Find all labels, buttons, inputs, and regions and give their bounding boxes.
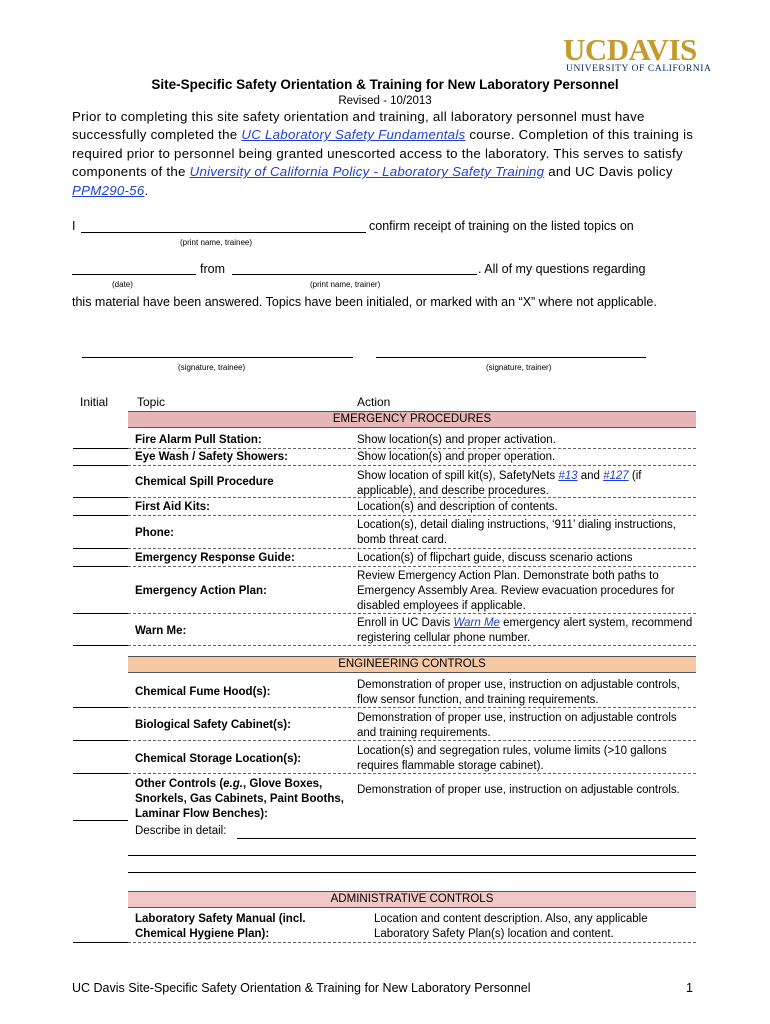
eap-initial-field[interactable] xyxy=(73,613,128,614)
ppm-policy-link[interactable]: PPM290-56 xyxy=(72,182,145,198)
trainer-signature-caption: (signature, trainer) xyxy=(486,363,552,372)
phone-action: Location(s), detail dialing instructions, ‘911’ dialing instructions, bomb threat card. xyxy=(357,519,676,546)
revision-date: Revised - 10/2013 xyxy=(338,95,432,107)
biosafety-cabinet-action: Demonstration of proper use, instruction on adjustable controls and training requirements. xyxy=(357,712,677,739)
first-aid-initial-field[interactable] xyxy=(73,515,128,516)
administrative-controls-band xyxy=(128,891,696,908)
lab-safety-fundamentals-link[interactable]: UC Laboratory Safety Fundamentals xyxy=(241,127,466,143)
emergency-procedures-label: EMERGENCY PROCEDURES xyxy=(332,413,492,425)
footer-text: UC Davis Site-Specific Safety Orientation & Training for New Laboratory Personnel xyxy=(72,981,531,995)
fire-alarm-action: Show location(s) and proper activation. xyxy=(357,434,556,446)
trainee-signature-field[interactable] xyxy=(82,357,353,358)
bsc-initial-field[interactable] xyxy=(73,740,128,741)
row-divider xyxy=(128,497,696,498)
first-aid-action: Location(s) and description of contents. xyxy=(357,501,558,513)
administrative-controls-label: ADMINISTRATIVE CONTROLS xyxy=(330,893,494,905)
warn-me-topic: Warn Me: xyxy=(135,625,187,637)
warn-me-link[interactable]: Warn Me xyxy=(453,617,500,629)
trainer-signature-field[interactable] xyxy=(376,357,646,358)
chemical-storage-action: Location(s) and segregation rules, volume limits (>10 gallons requires flammable storage cabinet). xyxy=(357,745,667,772)
topic-column-header: Topic xyxy=(137,395,166,409)
first-aid-topic: First Aid Kits: xyxy=(135,501,210,513)
spill-action-text-2: and xyxy=(577,470,604,482)
date-caption: (date) xyxy=(112,280,133,289)
fume-hood-topic: Chemical Fume Hood(s): xyxy=(135,686,271,698)
row-divider xyxy=(128,515,696,516)
safety-manual-topic: Laboratory Safety Manual (incl. Chemical Hygiene Plan): xyxy=(135,913,306,940)
other-controls-topic xyxy=(135,777,350,822)
intro-text-2: course. Completion of this training is required prior to personnel being granted unescorted access to the laboratory. This serves to satisfy components of the xyxy=(72,127,694,180)
row-divider xyxy=(128,465,696,466)
other-controls-eg: e.g. xyxy=(223,778,243,790)
describe-line-2[interactable] xyxy=(128,855,696,856)
row-divider xyxy=(128,448,696,449)
trainer-name-field[interactable] xyxy=(232,274,477,275)
emergency-procedures-band xyxy=(128,411,696,428)
other-controls-text-2: , Glove Boxes, Snorkels, Gas Cabinets, Paint Booths, Laminar Flow Benches): xyxy=(135,778,344,820)
fume-hood-action: Demonstration of proper use, instruction on adjustable controls, flow sensor function, and training requirements. xyxy=(357,679,680,706)
other-controls-action: Demonstration of proper use, instruction on adjustable controls. xyxy=(357,784,680,796)
eye-wash-initial-field[interactable] xyxy=(73,465,128,466)
eye-wash-action: Show location(s) and proper operation. xyxy=(357,451,556,463)
row-divider xyxy=(128,613,696,614)
fire-alarm-topic: Fire Alarm Pull Station: xyxy=(135,434,262,446)
row-divider xyxy=(128,548,696,549)
ucdavis-logo-subtitle: UNIVERSITY OF CALIFORNIA xyxy=(566,64,712,74)
action-column-header: Action xyxy=(357,395,391,409)
intro-text-4: . xyxy=(144,182,149,198)
biosafety-cabinet-topic: Biological Safety Cabinet(s): xyxy=(135,719,291,731)
safetynets-127-link[interactable]: #127 xyxy=(603,470,629,482)
from-label: from xyxy=(200,262,225,276)
safety-manual-initial-field[interactable] xyxy=(73,942,128,943)
other-controls-initial-field[interactable] xyxy=(73,820,128,821)
chemical-spill-action xyxy=(357,469,697,499)
document-title: Site-Specific Safety Orientation & Training for New Laboratory Personnel xyxy=(151,77,619,92)
trainee-name-field[interactable] xyxy=(81,232,366,233)
spill-action-text-1: Show location of spill kit(s), SafetyNets xyxy=(357,470,559,482)
row-divider xyxy=(128,773,696,774)
describe-line-1[interactable] xyxy=(237,838,696,839)
uc-policy-link[interactable]: University of California Policy - Laboratory Safety Training xyxy=(189,164,545,180)
questions-text: . All of my questions regarding xyxy=(478,262,646,276)
ucdavis-logo: UCDAVIS xyxy=(563,32,697,67)
row-divider xyxy=(128,566,696,567)
chemical-spill-initial-field[interactable] xyxy=(73,497,128,498)
warn-me-action xyxy=(357,616,697,646)
initial-column-header: Initial xyxy=(80,395,109,409)
fume-hood-initial-field[interactable] xyxy=(73,707,128,708)
intro-text-3: and UC Davis policy xyxy=(544,164,673,180)
warn-me-text-1: Enroll in UC Davis xyxy=(357,617,454,629)
intro-text-1: Prior to completing this site safety orientation and training, all laboratory personnel must have successfully completed the xyxy=(72,109,645,143)
row-divider xyxy=(128,942,696,943)
intro-paragraph xyxy=(72,108,712,200)
other-controls-text-1: Other Controls ( xyxy=(135,778,224,790)
emergency-action-plan-action: Review Emergency Action Plan. Demonstrate both paths to Emergency Assembly Area. Review evacuation procedures for disabled employees if applicable. xyxy=(357,570,675,612)
page-number: 1 xyxy=(686,981,693,995)
row-divider xyxy=(128,645,696,646)
erg-initial-field[interactable] xyxy=(73,566,128,567)
fire-alarm-initial-field[interactable] xyxy=(73,448,128,449)
emergency-action-plan-topic: Emergency Action Plan: xyxy=(135,585,267,597)
spill-action-text-3: (if applicable), and describe procedures. xyxy=(357,470,642,497)
eye-wash-topic: Eye Wash / Safety Showers: xyxy=(135,451,288,463)
confirm-receipt-text: confirm receipt of training on the listed topics on xyxy=(369,219,634,233)
engineering-controls-band xyxy=(128,656,696,673)
trainee-name-caption: (print name, trainee) xyxy=(180,238,253,247)
phone-topic: Phone: xyxy=(135,527,174,539)
emergency-response-guide-action: Location(s) of flipchart guide, discuss scenario actions xyxy=(357,552,633,564)
engineering-controls-label: ENGINEERING CONTROLS xyxy=(338,658,486,670)
confirm-i-label: I xyxy=(72,219,76,233)
safety-manual-action: Location and content description. Also, any applicable Laboratory Safety Plan(s) location and content. xyxy=(374,913,648,940)
chemical-spill-topic: Chemical Spill Procedure xyxy=(135,476,274,488)
safetynets-13-link[interactable]: #13 xyxy=(558,470,578,482)
warn-me-text-2: emergency alert system, recommend registering cellular phone number. xyxy=(357,617,693,644)
phone-initial-field[interactable] xyxy=(73,548,128,549)
date-field[interactable] xyxy=(72,274,196,275)
trainee-signature-caption: (signature, trainee) xyxy=(178,363,246,372)
describe-label: Describe in detail: xyxy=(135,825,227,837)
storage-initial-field[interactable] xyxy=(73,773,128,774)
chemical-storage-topic: Chemical Storage Location(s): xyxy=(135,753,302,765)
warn-me-initial-field[interactable] xyxy=(73,645,128,646)
describe-line-3[interactable] xyxy=(128,872,696,873)
row-divider xyxy=(128,707,696,708)
confirm-continuation: this material have been answered. Topics have been initialed, or marked with an “X” where not applicable. xyxy=(72,295,657,309)
trainer-name-caption: (print name, trainer) xyxy=(310,280,381,289)
row-divider xyxy=(128,740,696,741)
emergency-response-guide-topic: Emergency Response Guide: xyxy=(135,552,295,564)
